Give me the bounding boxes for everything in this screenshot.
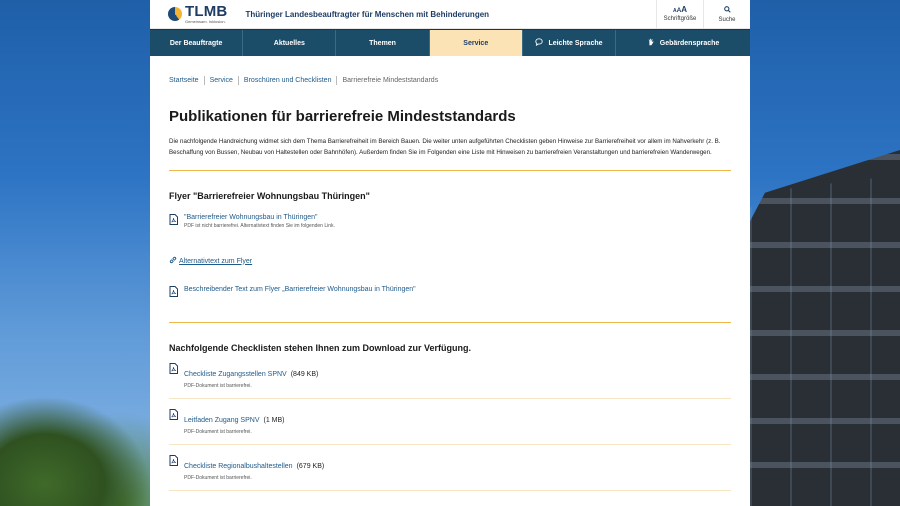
flyer-pdf-item bbox=[169, 214, 731, 229]
flyer-heading: Flyer "Barrierefreier Wohnungsbau Thüringen" bbox=[169, 191, 370, 201]
breadcrumb-current: Barrierefreie Mindeststandards bbox=[342, 77, 439, 84]
pdf-file-icon bbox=[169, 214, 178, 225]
background-trees bbox=[0, 396, 150, 506]
section-divider bbox=[169, 170, 731, 171]
font-size-button[interactable] bbox=[656, 0, 703, 28]
flyer-pdf-note: PDF ist nicht barrierefrei. Alternativtext finden Sie im folgenden Link. bbox=[184, 223, 335, 229]
logo-mark-icon bbox=[168, 7, 182, 21]
file-size: (1 MB) bbox=[263, 417, 285, 424]
item-divider bbox=[169, 490, 731, 491]
site-logo[interactable] bbox=[168, 4, 227, 24]
link-icon bbox=[169, 256, 177, 266]
background-building-glass bbox=[750, 175, 900, 506]
checklist-link[interactable]: Leitfaden Zugang SPNV bbox=[184, 417, 260, 424]
breadcrumb-separator bbox=[204, 76, 205, 85]
breadcrumb-separator bbox=[238, 76, 239, 85]
breadcrumb-startseite[interactable]: Startseite bbox=[169, 77, 199, 84]
checklist-link[interactable]: Checkliste Regionalbushaltestellen bbox=[184, 463, 293, 470]
checklists-section bbox=[169, 343, 731, 353]
intro-paragraph: Die nachfolgende Handreichung widmet sich dem Thema Barrierefreiheit im Bereich Bauen. Die weiter unten aufgeführten Checklisten geben Hinweise zur Barrierefreiheit vor allem im Nahverkehr (z. B. Beschaffung von Bussen, Neubau von Haltestellen oder Bahnhöfen). Außerdem finden Sie im Folgenden eine Liste mit Hinweisen zu barrierefreien Veranstaltungen und barrierefreien Wanderwegen. bbox=[169, 138, 721, 156]
logo-text bbox=[185, 4, 227, 24]
pdf-file-icon bbox=[169, 409, 178, 420]
sign-language-icon bbox=[647, 38, 655, 48]
nav-label: Gebärdensprache bbox=[659, 39, 720, 47]
site-header bbox=[150, 0, 750, 29]
font-size-label: Schriftgröße bbox=[663, 16, 697, 23]
search-button[interactable] bbox=[703, 0, 750, 28]
nav-item-service[interactable] bbox=[430, 30, 523, 56]
site-title: Thüringer Landesbeauftragter für Menschen mit Behinderungen bbox=[245, 9, 490, 19]
item-divider bbox=[169, 444, 731, 445]
header-tools bbox=[656, 0, 750, 28]
search-icon bbox=[724, 6, 731, 15]
alt-text-link[interactable]: Alternativtext zum Flyer bbox=[179, 257, 253, 265]
main-navigation bbox=[150, 29, 750, 56]
checklist-item bbox=[169, 409, 731, 435]
nav-label: Aktuelles bbox=[273, 39, 305, 47]
checklist-link[interactable]: Checkliste Zugangsstellen SPNV bbox=[184, 371, 287, 378]
logo-subtitle: Gemeinsam. Inklusion. bbox=[185, 19, 226, 24]
page-container bbox=[150, 0, 750, 506]
breadcrumb bbox=[169, 76, 750, 85]
nav-item-aktuelles[interactable] bbox=[243, 30, 336, 56]
flyer-description-link[interactable]: Beschreibender Text zum Flyer „Barrierefreier Wohnungsbau in Thüringen" bbox=[184, 286, 416, 293]
page-title: Publikationen für barrierefreie Mindeststandards bbox=[169, 108, 516, 125]
section-divider bbox=[169, 322, 731, 323]
nav-label: Der Beauftragte bbox=[169, 39, 223, 47]
breadcrumb-service[interactable]: Service bbox=[209, 77, 233, 84]
checklist-note: PDF-Dokument ist barrierefrei. bbox=[184, 429, 252, 435]
pdf-file-icon bbox=[169, 286, 178, 297]
checklists-heading: Nachfolgende Checklisten stehen Ihnen zum Download zur Verfügung. bbox=[169, 343, 472, 353]
logo-name: TLMB bbox=[185, 3, 228, 20]
search-label: Suche bbox=[718, 16, 736, 23]
file-size: (679 KB) bbox=[296, 463, 325, 470]
checklist-note: PDF-Dokument ist barrierefrei. bbox=[184, 383, 252, 389]
alt-text-item bbox=[169, 256, 731, 266]
checklist-note: PDF-Dokument ist barrierefrei. bbox=[184, 475, 252, 481]
flyer-pdf-link[interactable]: "Barrierefreier Wohnungsbau in Thüringen" bbox=[184, 214, 318, 221]
flyer-section bbox=[169, 191, 731, 297]
pdf-file-icon bbox=[169, 363, 178, 374]
checklist-item bbox=[169, 455, 731, 481]
item-divider bbox=[169, 398, 731, 399]
nav-item-themen[interactable] bbox=[336, 30, 429, 56]
nav-label: Service bbox=[463, 39, 489, 47]
breadcrumb-separator bbox=[336, 76, 337, 85]
flyer-description-item bbox=[169, 286, 731, 297]
nav-item-der-beauftragte[interactable] bbox=[150, 30, 243, 56]
speech-bubble-icon bbox=[535, 38, 543, 48]
nav-label: Themen bbox=[369, 39, 396, 47]
nav-item-gebaerdensprache[interactable] bbox=[616, 30, 750, 56]
pdf-file-icon bbox=[169, 455, 178, 466]
breadcrumb-broschueren[interactable]: Broschüren und Checklisten bbox=[243, 77, 332, 84]
nav-label: Leichte Sprache bbox=[548, 39, 603, 47]
nav-item-leichte-sprache[interactable] bbox=[523, 30, 616, 56]
font-size-icon: AAA bbox=[672, 4, 688, 14]
file-size: (849 KB) bbox=[290, 371, 319, 378]
checklist-item bbox=[169, 363, 731, 389]
